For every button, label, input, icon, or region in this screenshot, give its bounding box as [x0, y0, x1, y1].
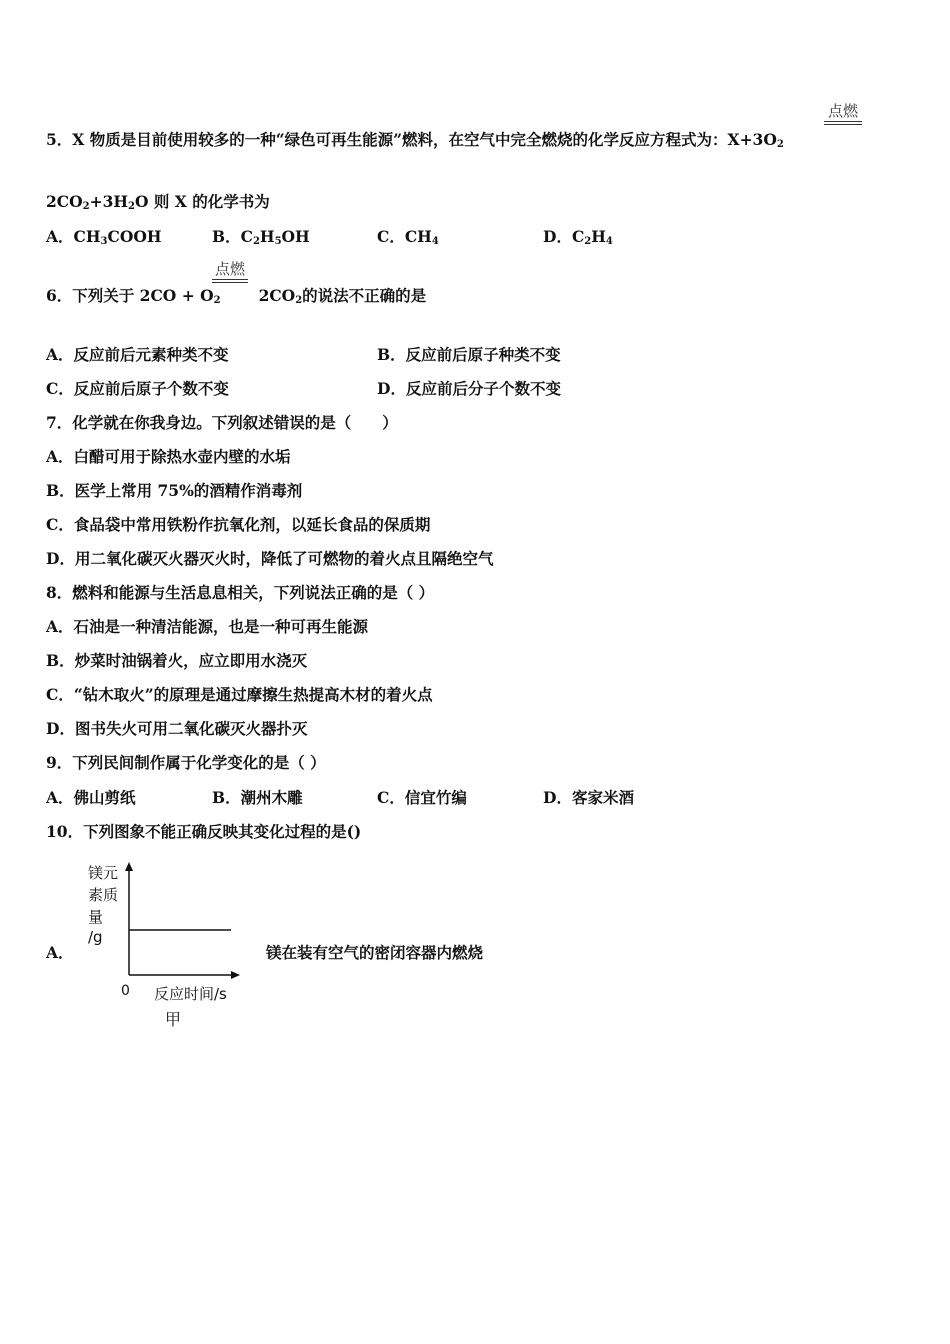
q9-option-c[interactable]: C．信宜竹编	[377, 788, 467, 807]
q6-option-c[interactable]: C．反应前后原子个数不变	[46, 379, 229, 398]
graph-ylabel-2: 素质	[88, 886, 119, 904]
x-axis-arrow	[231, 971, 240, 979]
q8-option-a[interactable]: A．石油是一种清洁能源，也是一种可再生能源	[46, 617, 369, 636]
q5-condition-label: 点燃	[827, 102, 858, 120]
q8-option-c[interactable]: C．“钻木取火”的原理是通过摩擦生热提高木材的着火点	[46, 685, 433, 704]
q5-option-d[interactable]: D．$C_2H_4$	[543, 227, 613, 247]
q6-reaction-condition	[212, 258, 248, 283]
q8-option-d[interactable]: D．图书失火可用二氧化碳灭火器扑灭	[46, 719, 308, 738]
q7-option-a[interactable]: A．白醋可用于除热水壶内壁的水垢	[46, 447, 291, 466]
q7-option-c[interactable]: C．食品袋中常用铁粉作抗氧化剂，以延长食品的保质期	[46, 515, 431, 534]
q9-option-a[interactable]: A．佛山剪纸	[46, 788, 136, 807]
q5-option-a[interactable]: A．$CH_3COOH$	[46, 227, 162, 247]
q6-option-a[interactable]: A．反应前后元素种类不变	[46, 345, 229, 364]
q5-stem: 5．X 物质是目前使用较多的一种“绿色可再生能源”燃料，在空气中完全燃烧的化学反应方程式为：$X+3O_2$	[46, 130, 784, 150]
q10-stem: 10．下列图象不能正确反映其变化过程的是()	[46, 822, 362, 841]
graph-origin: 0	[121, 983, 130, 999]
graph-ylabel-3: 量	[88, 908, 104, 926]
q8-stem: 8．燃料和能源与生活息息相关，下列说法正确的是（ ）	[46, 583, 435, 602]
graph-caption: 甲	[165, 1010, 182, 1029]
graph-xlabel: 反应时间/s	[154, 985, 227, 1003]
q9-option-d[interactable]: D．客家米酒	[543, 788, 634, 807]
q5-option-c[interactable]: C．$CH_4$	[377, 227, 439, 247]
q9-option-b[interactable]: B．潮州木雕	[212, 788, 303, 807]
q6-condition-equals	[212, 279, 248, 283]
q5-option-b[interactable]: B．$C_2H_5OH$	[212, 227, 310, 247]
q10-option-a-label[interactable]: A．	[46, 943, 74, 962]
q7-option-b[interactable]: B．医学上常用 75%的酒精作消毒剂	[46, 481, 303, 500]
q5-reaction-condition	[824, 100, 862, 125]
y-axis-arrow	[125, 862, 133, 871]
q7-option-d[interactable]: D．用二氧化碳灭火器灭火时，降低了可燃物的着火点且隔绝空气	[46, 549, 494, 568]
q9-stem: 9．下列民间制作属于化学变化的是（ ）	[46, 753, 326, 772]
q7-stem: 7．化学就在你我身边。下列叙述错误的是（ ）	[46, 413, 398, 432]
graph-ylabel-1: 镁元	[88, 864, 119, 882]
q6-stem: 6．下列关于 $2CO + O_2$ $2CO_2$的说法不正确的是	[46, 286, 427, 306]
q10-graph	[80, 858, 250, 1033]
q5-condition-equals	[824, 121, 862, 125]
q6-option-d[interactable]: D．反应前后分子个数不变	[377, 379, 561, 398]
q6-option-b[interactable]: B．反应前后原子种类不变	[377, 345, 561, 364]
graph-ylabel-4: /g	[88, 928, 103, 946]
q5-stem-line2: $2CO_2+3H_2O$ 则 X 的化学书为	[46, 192, 270, 212]
q8-option-b[interactable]: B．炒菜时油锅着火，应立即用水浇灭	[46, 651, 308, 670]
q10-option-a-description: 镁在装有空气的密闭容器内燃烧	[266, 943, 484, 962]
q6-condition-label: 点燃	[214, 260, 245, 278]
